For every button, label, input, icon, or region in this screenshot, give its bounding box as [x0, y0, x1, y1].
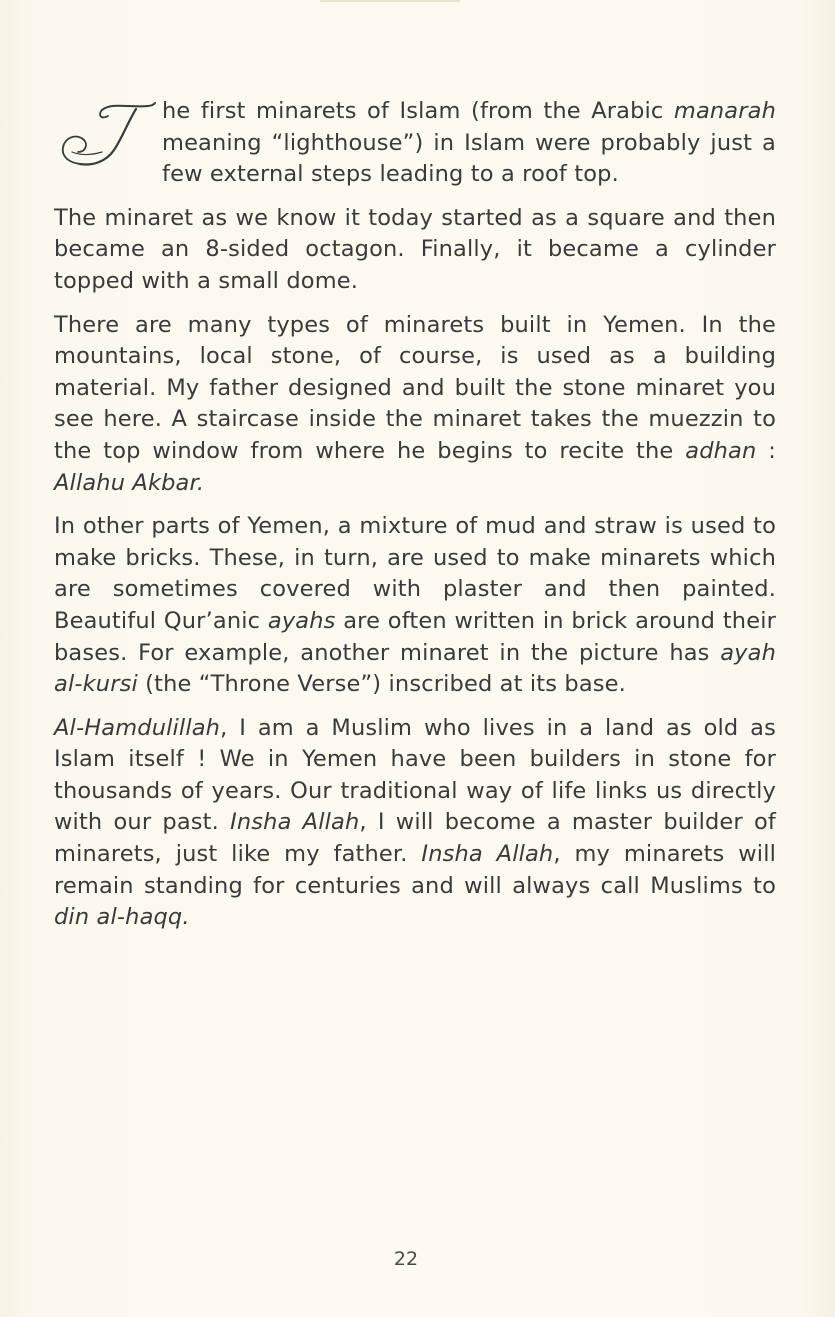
top-edge-rule	[320, 0, 460, 2]
paragraph	[54, 96, 776, 191]
paragraph-segment: (the “Throne Verse”) inscribed at its base.	[137, 671, 626, 698]
body-text	[54, 96, 776, 946]
paragraph-segment-italic: din al-haqq.	[54, 904, 190, 931]
paragraph-segment: meaning “lighthouse”) in Islam were probably just a few external steps leading to a roof top.	[162, 129, 776, 188]
page-number: 22	[393, 1248, 419, 1270]
paragraph-segment-italic: adhan	[685, 437, 757, 464]
paragraph-segment: There are many types of minarets built in Yemen. In the mountains, local stone, of course, is used as a building material. My father designed and built the stone minaret you see here. A staircase inside the minaret takes the muezzin to the top window from where he begins to recite the	[54, 311, 776, 464]
paragraph-segment-italic: ayahs	[267, 607, 336, 634]
drop-cap-t-icon	[52, 100, 156, 170]
paragraph-segment-italic: Insha Allah	[230, 809, 360, 836]
paragraph-segment-italic: Al-Hamdulillah	[54, 714, 221, 741]
paragraph	[54, 713, 776, 934]
paragraph-segment: In other parts of Yemen, a mixture of mud and straw is used to make bricks. These, in turn, are used to make minarets which are sometimes covered with plaster and then painted. Beautiful Qur’anic	[54, 513, 776, 634]
paragraph	[54, 511, 776, 701]
paragraph-segment: , my minarets will remain standing for centuries and will always call Muslims to	[54, 841, 777, 899]
paragraph-segment-italic: Insha Allah	[421, 841, 554, 868]
paragraph	[54, 310, 776, 500]
paragraph-segment: , I am a Muslim who lives in a land as old as Islam itself ! We in Yemen have been builders in stone for thousands of years. Our traditional way of life links us directly with our past.	[54, 714, 776, 836]
paragraph	[54, 203, 776, 298]
paragraph-segment: are often written in brick around their bases. For example, another minaret in the picture has	[54, 607, 776, 666]
paragraph-segment-italic: Allahu Akbar.	[54, 469, 205, 496]
paragraph-segment: :	[756, 437, 776, 464]
paragraph-segment: The minaret as we know it today started as a square and then became an 8-sided octagon. Finally, it became a cylinder topped with a small dome.	[54, 204, 776, 294]
paragraph-segment: he first minarets of Islam (from the Arabic	[162, 98, 674, 124]
paragraph-segment-italic: manarah	[673, 98, 776, 124]
paragraph-segment: , I will become a master builder of minarets, just like my father.	[54, 809, 776, 868]
drop-cap	[52, 100, 156, 170]
paragraph-segment-italic: ayah al-kursi	[54, 639, 776, 698]
